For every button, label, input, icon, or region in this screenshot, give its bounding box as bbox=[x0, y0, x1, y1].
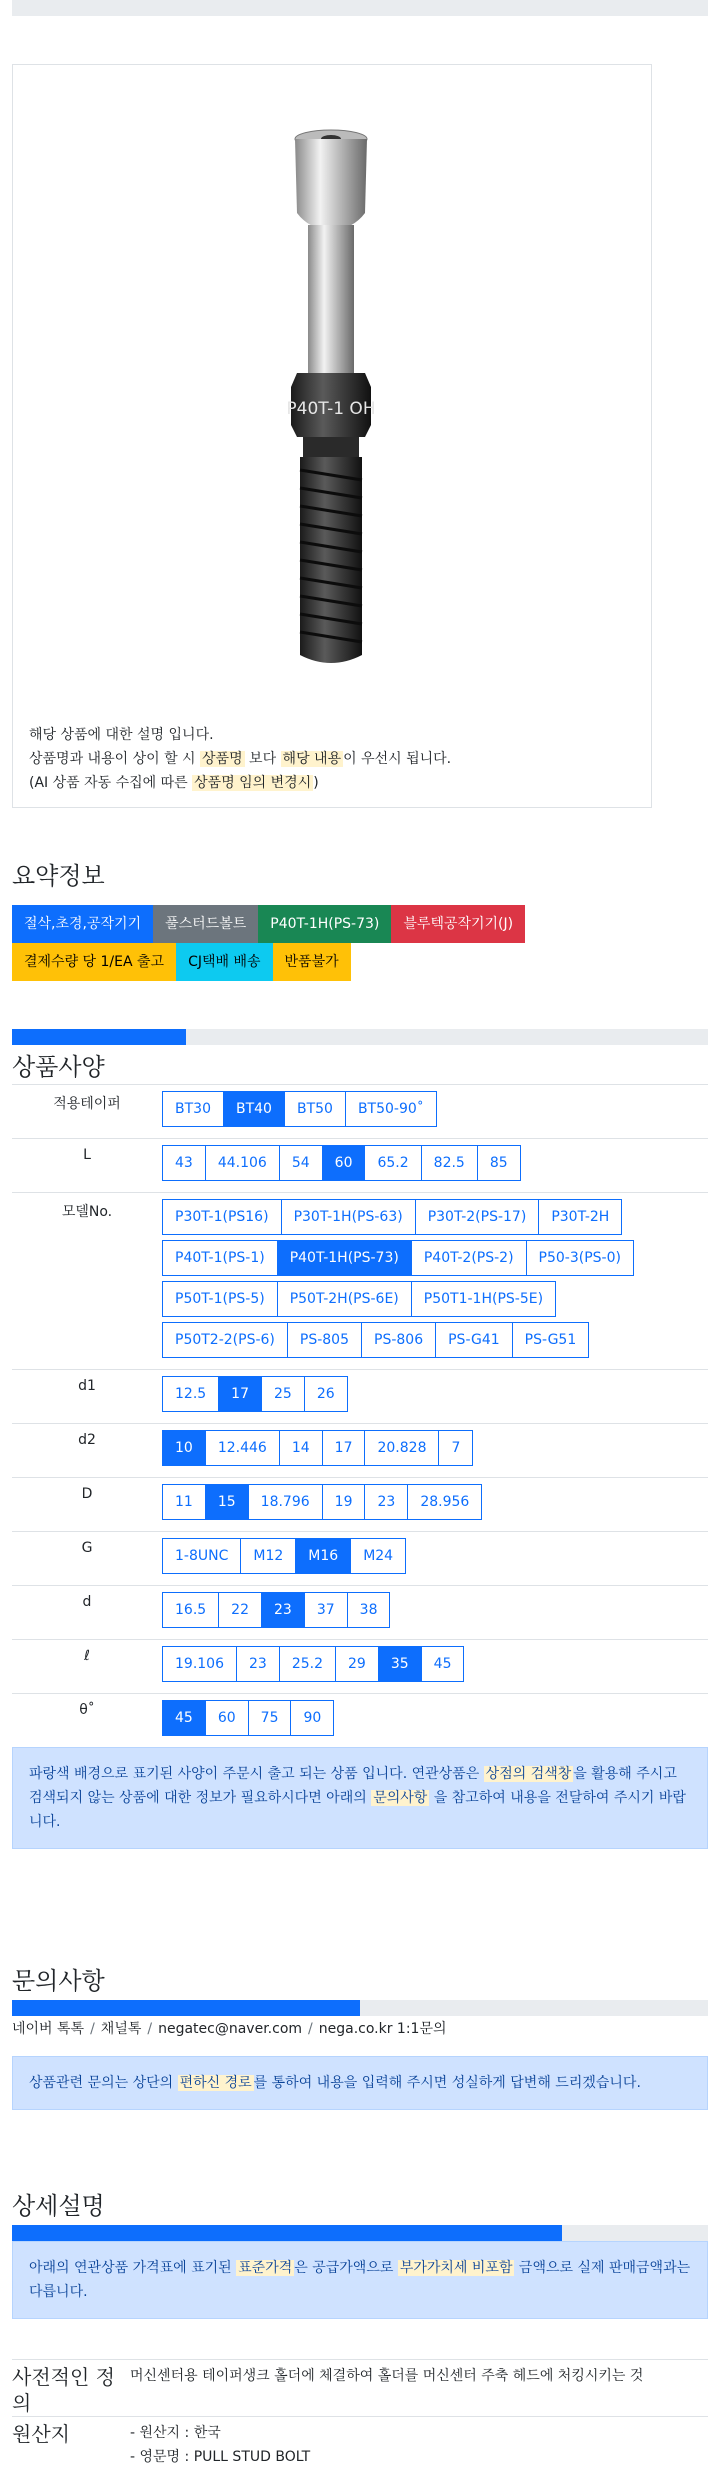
detail-line: - 원산지 : 한국 bbox=[130, 2425, 221, 2441]
spec-label: D bbox=[12, 1478, 162, 1532]
spec-option-selected[interactable]: 17 bbox=[218, 1376, 262, 1412]
spec-option-group bbox=[162, 1199, 622, 1235]
summary-badge: P40T-1H(PS-73) bbox=[258, 905, 391, 943]
spec-option-selected[interactable]: 10 bbox=[162, 1430, 206, 1466]
detail-heading: 원산지 bbox=[12, 2422, 70, 2446]
spec-option-group bbox=[162, 1145, 521, 1181]
detail-heading: 사전적인 정의 bbox=[12, 2365, 115, 2415]
spec-option[interactable]: 54 bbox=[279, 1145, 323, 1181]
spec-option-group bbox=[162, 1538, 406, 1574]
spec-row bbox=[12, 1478, 708, 1532]
link-separator: / bbox=[90, 2021, 95, 2037]
spec-label: θ˚ bbox=[12, 1694, 162, 1748]
inquiry-title: 문의사항 bbox=[12, 1967, 105, 1995]
spec-option[interactable]: 22 bbox=[218, 1592, 262, 1628]
spec-option[interactable]: P50-3(PS-0) bbox=[526, 1240, 634, 1276]
spec-option[interactable]: 23 bbox=[364, 1484, 408, 1520]
spec-option[interactable]: 65.2 bbox=[364, 1145, 421, 1181]
spec-row bbox=[12, 1085, 708, 1139]
spec-row bbox=[12, 1139, 708, 1193]
product-description bbox=[29, 723, 451, 795]
spec-row bbox=[12, 1193, 708, 1370]
contact-link[interactable]: 네이버 톡톡 bbox=[12, 2021, 85, 2037]
spec-option[interactable]: 38 bbox=[347, 1592, 391, 1628]
summary-badges bbox=[12, 905, 652, 981]
spec-row bbox=[12, 1424, 708, 1478]
spec-option-group bbox=[162, 1592, 390, 1628]
inquiry-progress-bar bbox=[12, 2000, 708, 2016]
spec-option[interactable]: 17 bbox=[322, 1430, 366, 1466]
spec-option[interactable]: 14 bbox=[279, 1430, 323, 1466]
summary-badge: 풀스터드볼트 bbox=[153, 905, 258, 943]
spec-option-group bbox=[162, 1376, 348, 1412]
details-notice: 아래의 연관상품 가격표에 표기된 표준가격 은 공급가액으로 부가가치세 비포함 금액으로 실제 판매금액과는 다릅니다. bbox=[12, 2241, 708, 2319]
contact-link[interactable]: negatec@naver.com bbox=[158, 2021, 303, 2037]
spec-option[interactable]: PS-805 bbox=[287, 1322, 362, 1358]
spec-option[interactable]: P30T-2(PS-17) bbox=[415, 1199, 540, 1235]
spec-row bbox=[12, 1586, 708, 1640]
spec-option-selected[interactable]: 45 bbox=[162, 1700, 206, 1736]
top-progress-bar bbox=[12, 0, 708, 16]
spec-option[interactable]: 60 bbox=[205, 1700, 249, 1736]
spec-option[interactable]: P40T-1(PS-1) bbox=[162, 1240, 278, 1276]
spec-option[interactable]: P30T-2H bbox=[538, 1199, 622, 1235]
detail-line: - 영문명 : PULL STUD BOLT bbox=[130, 2449, 311, 2465]
summary-badge: 블루텍공작기기(J) bbox=[391, 905, 525, 943]
highlight: 문의사항 bbox=[373, 1790, 428, 1806]
engraving-text: P40T-1 OH bbox=[286, 399, 376, 419]
spec-option[interactable]: 12.446 bbox=[205, 1430, 280, 1466]
spec-option-group bbox=[162, 1700, 334, 1736]
spec-label: 적용테이퍼 bbox=[12, 1085, 162, 1139]
spec-option[interactable]: M24 bbox=[350, 1538, 406, 1574]
summary-badge: 반품불가 bbox=[273, 943, 351, 981]
contact-link[interactable]: 채널톡 bbox=[100, 2021, 142, 2037]
spec-option-selected[interactable]: 60 bbox=[322, 1145, 366, 1181]
spec-option-selected[interactable]: 35 bbox=[378, 1646, 422, 1682]
spec-option[interactable]: P50T-1(PS-5) bbox=[162, 1281, 278, 1317]
spec-label: L bbox=[12, 1139, 162, 1193]
spec-label: G bbox=[12, 1532, 162, 1586]
highlight: 상품명 bbox=[202, 751, 243, 767]
spec-option[interactable]: BT50-90˚ bbox=[345, 1091, 437, 1127]
spec-option-group bbox=[162, 1091, 437, 1127]
desc-line-2: 상품명과 내용이 상이 할 시 상품명 보다 해당 내용 이 우선시 됩니다. bbox=[29, 751, 452, 767]
summary-badge: 결제수량 당 1/EA 출고 bbox=[12, 943, 176, 981]
highlight: 상점의 검색창 bbox=[485, 1766, 572, 1782]
spec-option[interactable]: PS-G41 bbox=[435, 1322, 513, 1358]
spec-notice: 파랑색 배경으로 표기된 사양이 주문시 출고 되는 상품 입니다. 연관상품은 상점의 검색창 을 활용해 주시고 검색되지 않는 상품에 대한 정보가 필요하시다면 아래의 문의사항 을 참고하여 내용을 전달하여 주시기 바랍니다. bbox=[12, 1747, 708, 1849]
spec-row bbox=[12, 1640, 708, 1694]
spec-option[interactable]: 43 bbox=[162, 1145, 206, 1181]
details-progress-bar bbox=[12, 2225, 708, 2241]
spec-option[interactable]: 25 bbox=[261, 1376, 305, 1412]
link-separator: / bbox=[147, 2021, 153, 2037]
contact-link[interactable]: nega.co.kr 1:1문의 bbox=[318, 2021, 447, 2037]
spec-label: ℓ bbox=[12, 1640, 162, 1694]
contact-links bbox=[12, 2018, 708, 2038]
summary-badge: 절삭,초경,공작기기 bbox=[12, 905, 153, 943]
spec-option[interactable]: P40T-2(PS-2) bbox=[411, 1240, 527, 1276]
spec-option[interactable]: 44.106 bbox=[205, 1145, 280, 1181]
spec-option[interactable]: 25.2 bbox=[279, 1646, 336, 1682]
detail-line: 머신센터용 테이퍼생크 홀더에 체결하여 홀더를 머신센터 주축 헤드에 처킹시키는 것 bbox=[130, 2368, 644, 2384]
highlight: 해당 내용 bbox=[282, 751, 342, 767]
spec-option[interactable]: 20.828 bbox=[364, 1430, 439, 1466]
spec-option[interactable]: 1-8UNC bbox=[162, 1538, 241, 1574]
spec-option[interactable]: PS-806 bbox=[361, 1322, 436, 1358]
spec-label: d2 bbox=[12, 1424, 162, 1478]
spec-option[interactable]: 90 bbox=[290, 1700, 334, 1736]
spec-option[interactable]: 23 bbox=[236, 1646, 280, 1682]
inquiry-notice: 상품관련 문의는 상단의 편하신 경로 를 통하여 내용을 입력해 주시면 성실하게 답변해 드리겠습니다. bbox=[12, 2056, 708, 2110]
spec-option-group bbox=[162, 1240, 634, 1276]
spec-option[interactable]: 45 bbox=[421, 1646, 465, 1682]
spec-option[interactable]: BT50 bbox=[284, 1091, 346, 1127]
spec-option[interactable]: 85 bbox=[477, 1145, 521, 1181]
spec-option[interactable]: 19 bbox=[322, 1484, 366, 1520]
spec-row bbox=[12, 1532, 708, 1586]
summary-title: 요약정보 bbox=[12, 862, 105, 890]
spec-option[interactable]: 75 bbox=[248, 1700, 292, 1736]
spec-option[interactable]: 26 bbox=[304, 1376, 348, 1412]
spec-row bbox=[12, 1694, 708, 1748]
specs-progress-bar bbox=[12, 1029, 708, 1045]
spec-option-group bbox=[162, 1430, 473, 1466]
highlight: 편하신 경로 bbox=[179, 2075, 252, 2091]
spec-option[interactable]: PS-G51 bbox=[512, 1322, 590, 1358]
spec-option-selected[interactable]: 15 bbox=[205, 1484, 249, 1520]
spec-option[interactable]: 28.956 bbox=[407, 1484, 482, 1520]
spec-option[interactable]: 18.796 bbox=[248, 1484, 323, 1520]
spec-option-selected[interactable]: M16 bbox=[295, 1538, 351, 1574]
specs-title: 상품사양 bbox=[12, 1053, 105, 1081]
spec-label: d1 bbox=[12, 1370, 162, 1424]
spec-option-selected[interactable]: BT40 bbox=[223, 1091, 285, 1127]
spec-option[interactable]: BT30 bbox=[162, 1091, 224, 1127]
spec-option[interactable]: 82.5 bbox=[421, 1145, 478, 1181]
spec-row bbox=[12, 1370, 708, 1424]
pull-stud-bolt-image bbox=[253, 125, 408, 685]
spec-option[interactable]: 7 bbox=[438, 1430, 473, 1466]
spec-option[interactable]: P30T-1(PS16) bbox=[162, 1199, 282, 1235]
spec-option-group bbox=[162, 1646, 464, 1682]
spec-option-selected[interactable]: P40T-1H(PS-73) bbox=[277, 1240, 412, 1276]
spec-option[interactable]: 37 bbox=[304, 1592, 348, 1628]
spec-option[interactable]: 19.106 bbox=[162, 1646, 237, 1682]
spec-option[interactable]: M12 bbox=[240, 1538, 296, 1574]
detail-row bbox=[12, 2416, 708, 2469]
details-title: 상세설명 bbox=[12, 2192, 105, 2220]
desc-line-1: 해당 상품에 대한 설명 입니다. bbox=[29, 727, 214, 743]
spec-option[interactable]: 12.5 bbox=[162, 1376, 219, 1412]
spec-table bbox=[12, 1084, 708, 1747]
spec-option[interactable]: P50T2-2(PS-6) bbox=[162, 1322, 288, 1358]
spec-label: d bbox=[12, 1586, 162, 1640]
highlight: 상품명 임의 변경시 bbox=[194, 775, 312, 791]
summary-badge: CJ택배 배송 bbox=[176, 943, 272, 981]
spec-option-group bbox=[162, 1281, 556, 1317]
spec-option-group bbox=[162, 1484, 482, 1520]
detail-row bbox=[12, 2359, 708, 2416]
link-separator: / bbox=[308, 2021, 313, 2037]
product-card bbox=[12, 64, 652, 808]
highlight: 부가가치세 비포함 bbox=[399, 2260, 513, 2276]
highlight: 표준가격 bbox=[238, 2260, 293, 2276]
spec-option[interactable]: 16.5 bbox=[162, 1592, 219, 1628]
spec-option[interactable]: P30T-1H(PS-63) bbox=[281, 1199, 416, 1235]
spec-option[interactable]: P50T1-1H(PS-5E) bbox=[411, 1281, 556, 1317]
spec-option-selected[interactable]: 23 bbox=[261, 1592, 305, 1628]
detail-table bbox=[12, 2359, 708, 2469]
spec-option[interactable]: 11 bbox=[162, 1484, 206, 1520]
spec-option-group bbox=[162, 1322, 589, 1358]
spec-label: 모델No. bbox=[12, 1193, 162, 1370]
spec-option[interactable]: 29 bbox=[335, 1646, 379, 1682]
spec-option[interactable]: P50T-2H(PS-6E) bbox=[277, 1281, 412, 1317]
desc-line-3: (AI 상품 자동 수집에 따른 상품명 임의 변경시 ) bbox=[29, 775, 319, 791]
